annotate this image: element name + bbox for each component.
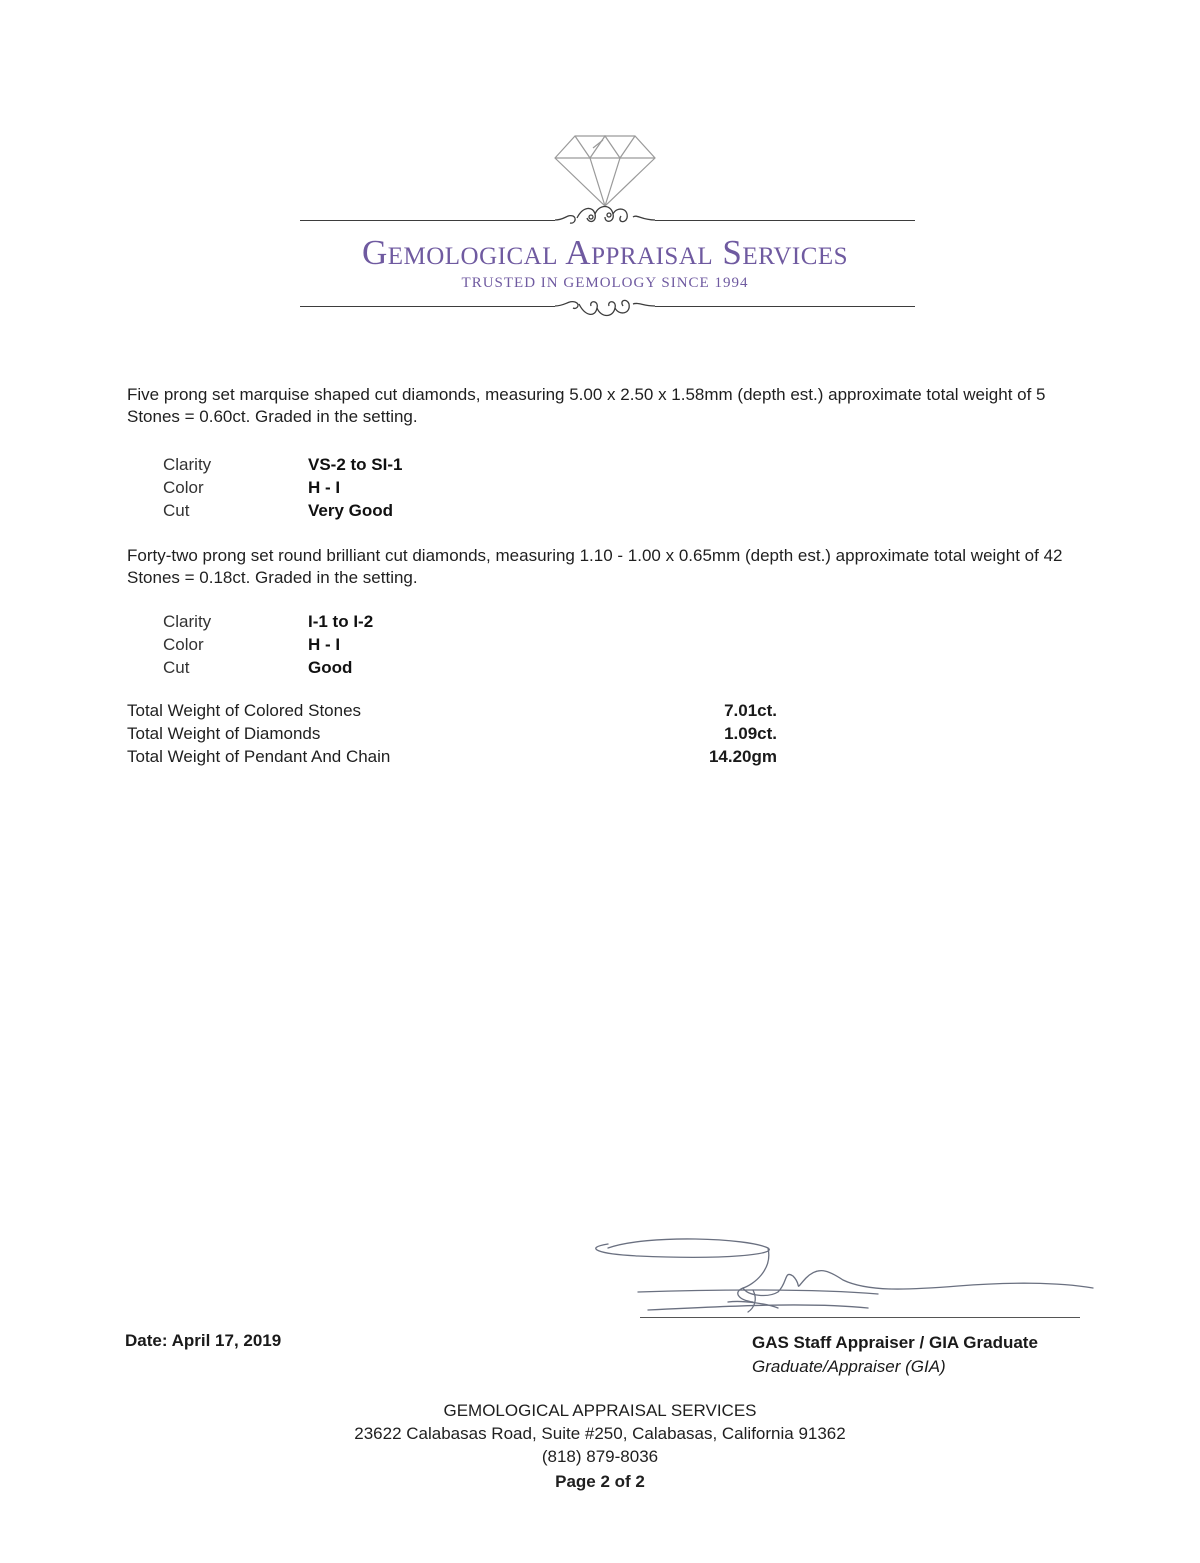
footer-phone: (818) 879-8036 [541, 1447, 659, 1466]
total-row [127, 722, 777, 745]
grade-label: Color [163, 635, 204, 654]
letterhead-rule-bottom-right [655, 306, 915, 307]
total-label: Total Weight of Pendant And Chain [127, 747, 391, 766]
grade-row [163, 476, 402, 499]
group-1-description: Five prong set marquise shaped cut diamonds, measuring 5.00 x 2.50 x 1.58mm (depth est.) approximate total weight of 5 Stones = 0.60ct. Graded in the setting. [127, 385, 1046, 426]
letterhead-rule-top-right [655, 220, 915, 221]
grade-value: H - I [308, 478, 341, 497]
total-value: 7.01ct. [724, 701, 777, 720]
signature-image [578, 1230, 1098, 1330]
grade-value: Good [308, 658, 353, 677]
total-row [127, 699, 777, 722]
totals [127, 699, 777, 768]
grade-label: Cut [163, 501, 190, 520]
grade-row [163, 633, 373, 656]
group-1-grades [163, 453, 402, 522]
total-row [127, 745, 777, 768]
total-label: Total Weight of Colored Stones [127, 701, 362, 720]
appraiser-title: Graduate/Appraiser (GIA) [752, 1357, 946, 1376]
grade-row [163, 499, 402, 522]
grade-label: Color [163, 478, 204, 497]
grade-label: Cut [163, 658, 190, 677]
signature-line [640, 1317, 1080, 1318]
grade-label: Clarity [163, 455, 212, 474]
flourish-top [555, 204, 655, 236]
group-2-description: Forty-two prong set round brilliant cut diamonds, measuring 1.10 - 1.00 x 0.65mm (depth est.) approximate total weight of 42 Stones = 0.18ct. Graded in the setting. [127, 546, 1063, 587]
letterhead-tagline: TRUSTED IN GEMOLOGY SINCE 1994 [461, 275, 749, 291]
letterhead-rule-top-left [300, 220, 555, 221]
footer [0, 1399, 1200, 1493]
flourish-bottom [555, 292, 655, 324]
grade-label: Clarity [163, 612, 212, 631]
grade-value: Very Good [308, 501, 394, 520]
footer-address: 23622 Calabasas Road, Suite #250, Calabasas, California 91362 [354, 1424, 846, 1443]
letterhead [290, 120, 920, 345]
total-value: 1.09ct. [724, 724, 777, 743]
group-2-grades [163, 610, 373, 679]
letterhead-title: Gemological Appraisal Services [361, 233, 849, 272]
page-number: Page 2 of 2 [555, 1472, 645, 1491]
grade-value: I-1 to I-2 [308, 612, 374, 631]
grade-row [163, 656, 373, 679]
appraisal-date: Date: April 17, 2019 [125, 1331, 282, 1350]
footer-company: GEMOLOGICAL APPRAISAL SERVICES [443, 1401, 757, 1420]
grade-value: VS-2 to SI-1 [308, 455, 403, 474]
appraiser-role: GAS Staff Appraiser / GIA Graduate [752, 1333, 1038, 1352]
total-label: Total Weight of Diamonds [127, 724, 321, 743]
grade-row [163, 453, 402, 476]
letterhead-rule-bottom-left [300, 306, 555, 307]
total-value: 14.20gm [708, 747, 777, 766]
appraiser-block [752, 1331, 1038, 1379]
grade-row [163, 610, 373, 633]
grade-value: H - I [308, 635, 341, 654]
diamond-icon [545, 130, 665, 210]
